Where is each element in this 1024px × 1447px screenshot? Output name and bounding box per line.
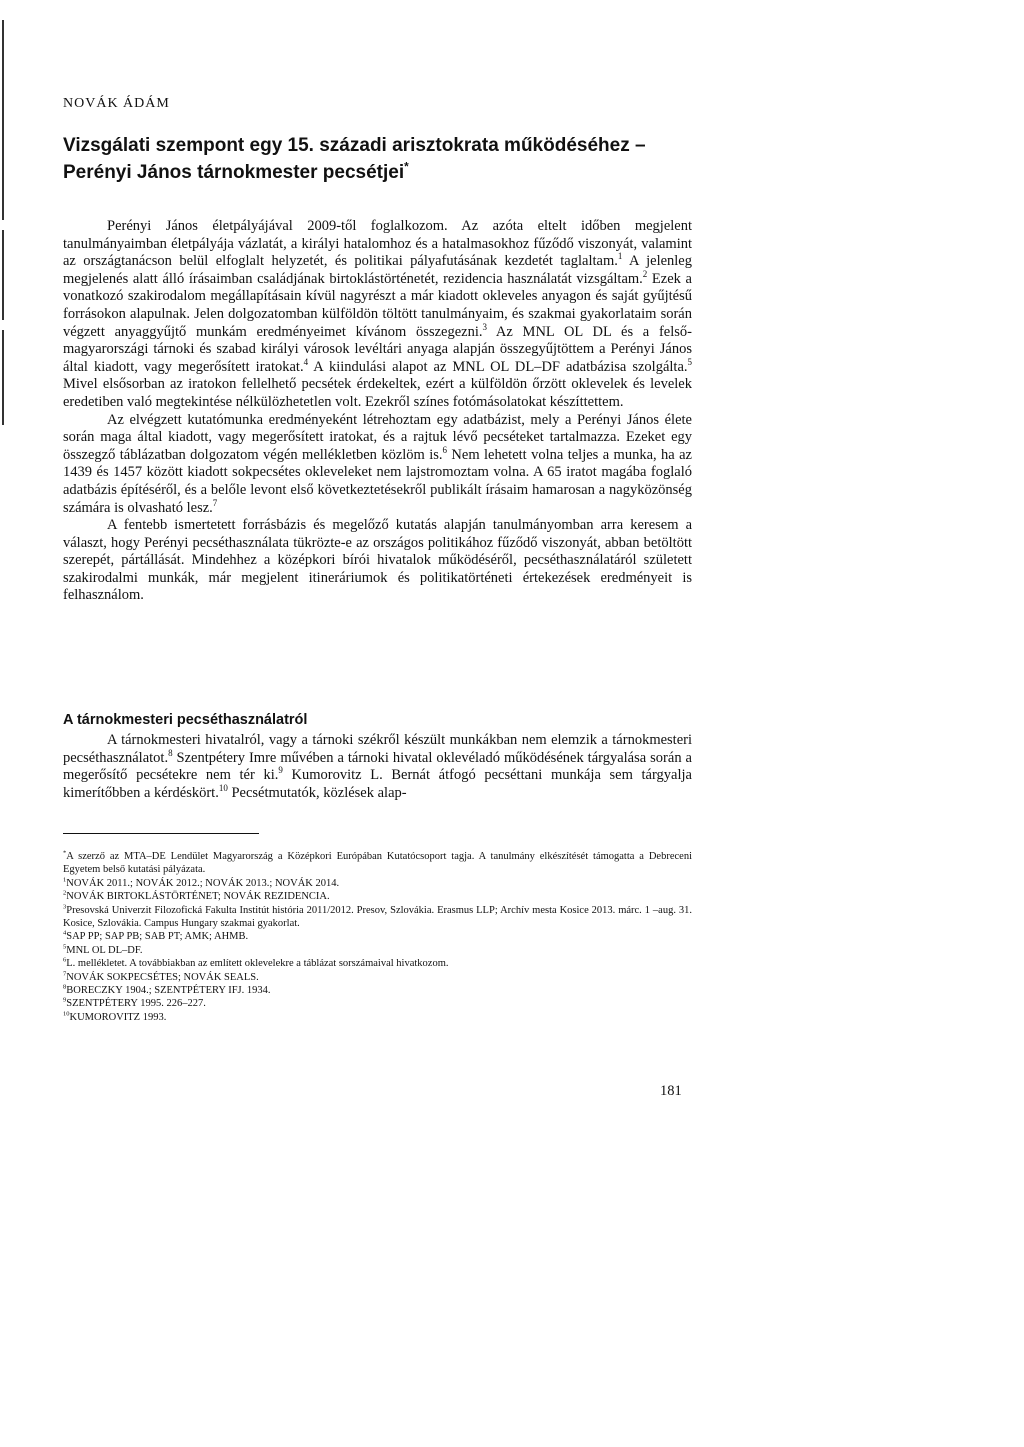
footnote-text: NOVÁK 2011.; NOVÁK 2012.; NOVÁK 2013.; NOVÁK 2014. bbox=[66, 877, 340, 889]
paragraph-text: Az elvégzett kutatómunka eredményeként létrehoztam egy adatbázist, mely a Perényi János élete során maga által kiadott, vagy megerősített iratokat, és a rajtuk lévő pecséteket tartalmazza. Ezeket egy összegző táblázatban dolgozatom végén mellékletben közlöm is. bbox=[63, 411, 692, 463]
page-number: 181 bbox=[660, 1083, 682, 1099]
footnote-text: NOVÁK SOKPECSÉTES; NOVÁK SEALS. bbox=[66, 971, 259, 983]
footnote-text: L. mellékletet. A továbbiakban az említett oklevelekre a táblázat sorszámaival hivatkozom. bbox=[66, 958, 449, 970]
footnote bbox=[63, 930, 692, 943]
footnote-mark: 5 bbox=[63, 943, 67, 951]
paragraph-text: Kumorovitz L. Bernát átfogó pecséttani munkája sem tárgyalja kimerítőbben a kérdéskört. bbox=[63, 767, 692, 801]
paragraph-text: Mivel elsősorban az iratokon fellelhető pecsétek érdekeltek, ezért a külföldön őrzött oklevelek és levelek eredetiben való megtekintése nélkülözhetetlen volt. Ezekről színes fotómásolatokat készíttettem. bbox=[63, 376, 692, 410]
footnote-mark: * bbox=[63, 849, 67, 857]
footnote-mark: 10 bbox=[63, 1010, 70, 1018]
footnote-reference: 8 bbox=[168, 747, 173, 758]
footnote-mark: 4 bbox=[63, 929, 67, 937]
paragraph bbox=[63, 412, 692, 518]
footnote-text: MNL OL DL–DF. bbox=[66, 944, 143, 956]
paragraph-text: Nem lehetett volna teljes a munka, ha az 1439 és 1457 között kiadott sokpecsétes okleveleket nem lajstromoztam volna. A 65 iratot magába foglaló adatbázis építéséről, és a belőle levont első következtetésekről publikált írásaim hamarosan a nagyközönség számára is olvasható lesz. bbox=[63, 446, 692, 516]
paragraph-text: A tárnokmesteri hivatalról, vagy a tárnoki székről készült munkákban nem elemzik a tárnokmesteri pecséthasználatot. bbox=[63, 732, 692, 766]
footnote bbox=[63, 944, 692, 957]
paragraph-text: A fentebb ismertetett forrásbázis és megelőző kutatás alapján tanulmányomban arra keresem a választ, hogy Perényi pecséthasználata tükrözte-e az országos politikához fűződő viszonyát, abban betöltött szerepét, pártállását. Mindehhez a középkori bírói hivatalok működéséről, pecséthasználatáról született szakirodalmi munkák, már megjelent itineráriumok és politikatörténeti értekezések eredményeit is felhasználom. bbox=[63, 517, 692, 604]
footnote-mark: 3 bbox=[63, 903, 67, 911]
footnote-text: BORECZKY 1904.; SZENTPÉTERY IFJ. 1934. bbox=[66, 985, 271, 997]
footnote-reference: 5 bbox=[687, 356, 692, 367]
footnote-text: Presovská Univerzit Filozofická Fakulta Institút história 2011/2012. Presov, Szlovákia. Erasmus LLP; Archív mesta Kosice 2013. márc. 1 –aug. 31. Kosice, Szlovákia. Campus Hungary szakmai gyakorlat. bbox=[63, 904, 692, 930]
footnote bbox=[63, 957, 692, 970]
paragraph-text: Ezek a vonatkozó szakirodalom megállapításain kívül nagyrészt a már kiadott okleveles anyagon és saját gyűjtésű forrásokon alapulnak. Jelen dolgozatomban külföldön töltött tanulmányaim, és szakmai gyakorlataim során végzett anyaggyűjtő munkám eredményeimet kívánom összegezni. bbox=[63, 270, 692, 340]
paragraph-text: A jelenleg megjelenés alatt álló írásaimban családjának birtoklástörténetét, rezidencia használatát vizsgáltam. bbox=[63, 253, 692, 287]
title-footnote-mark: * bbox=[404, 160, 409, 174]
footnote bbox=[63, 971, 692, 984]
footnotes bbox=[63, 850, 692, 1024]
footnote-reference: 7 bbox=[212, 497, 218, 508]
section-body-text bbox=[63, 732, 692, 802]
footnote-mark: 2 bbox=[63, 889, 67, 897]
section-heading: A tárnokmesteri pecséthasználatról bbox=[63, 712, 308, 728]
paragraph bbox=[63, 517, 692, 605]
footnote-reference: 10 bbox=[218, 782, 228, 793]
footnote-mark: 6 bbox=[63, 956, 67, 964]
footnote bbox=[63, 997, 692, 1010]
paragraph-text: Pecsétmutatók, közlések alap- bbox=[227, 784, 407, 801]
paragraph-text: Szentpétery Imre művében a tárnoki hivatal oklevéladó működésének tárgyalása során a megerősítő pecsétekre nem tér ki. bbox=[63, 749, 692, 784]
paragraph bbox=[63, 732, 692, 802]
scan-edge-line bbox=[2, 230, 4, 320]
article-title-text: Vizsgálati szempont egy 15. századi arisztokrata működéséhez – Perényi János tárnokmester pecsétjei bbox=[63, 135, 646, 183]
footnote-mark: 8 bbox=[63, 983, 67, 991]
footnote-mark: 9 bbox=[63, 996, 67, 1004]
footnote bbox=[63, 850, 692, 877]
footnote-text: A szerző az MTA–DE Lendület Magyarország a Középkori Európában Kutatócsoport tagja. A tanulmány elkészítését támogatta a Debreceni Egyetem belső kutatási pályázata. bbox=[63, 851, 692, 876]
paragraph-text: Perényi János életpályájával 2009-től foglalkozom. Az azóta eltelt időben megjelent tanulmányaimban életpályája vázlatát, a királyi hatalomhoz és a hatalmasokhoz fűződő viszonyát, valamint az országtanácson belül elfoglalt helyzetét, és politikai pályafutásának kezdetét taglaltam. bbox=[63, 218, 692, 270]
footnote bbox=[63, 1011, 692, 1024]
article-title bbox=[63, 132, 691, 186]
footnote-text: SZENTPÉTERY 1995. 226–227. bbox=[66, 998, 206, 1010]
running-head: NOVÁK ÁDÁM bbox=[63, 96, 170, 111]
footnote-reference: 6 bbox=[442, 444, 448, 455]
footnote-reference: 1 bbox=[617, 251, 623, 262]
footnote-reference: 4 bbox=[303, 356, 309, 367]
footnote-reference: 3 bbox=[482, 321, 487, 332]
footnote-reference: 9 bbox=[278, 765, 283, 776]
footnote bbox=[63, 984, 692, 997]
footnote bbox=[63, 904, 692, 931]
scan-edge-line bbox=[2, 20, 4, 220]
body-text bbox=[63, 218, 692, 605]
footnote-text: SAP PP; SAP PB; SAB PT; AMK; AHMB. bbox=[66, 931, 249, 943]
footnote-text: NOVÁK BIRTOKLÁSTÖRTÉNET; NOVÁK REZIDENCIA. bbox=[66, 891, 330, 903]
footnote-text: KUMOROVITZ 1993. bbox=[69, 1011, 167, 1023]
footnote bbox=[63, 890, 692, 903]
paragraph-text: Az MNL OL DL és a felső-magyarországi tárnoki és szabad királyi városok levéltári anyaga alapján összegyűjtöttem a Perényi János által kiadott, vagy megerősített iratokat. bbox=[63, 323, 692, 375]
footnote-mark: 1 bbox=[63, 876, 67, 884]
footnote-reference: 2 bbox=[642, 268, 648, 279]
footnote bbox=[63, 877, 692, 890]
footnote-divider bbox=[63, 833, 259, 834]
paragraph bbox=[63, 218, 692, 412]
scan-edge-line bbox=[2, 330, 4, 425]
footnote-mark: 7 bbox=[63, 970, 67, 978]
paragraph-text: A kiindulási alapot az MNL OL DL–DF adatbázisa szolgálta. bbox=[308, 358, 688, 375]
